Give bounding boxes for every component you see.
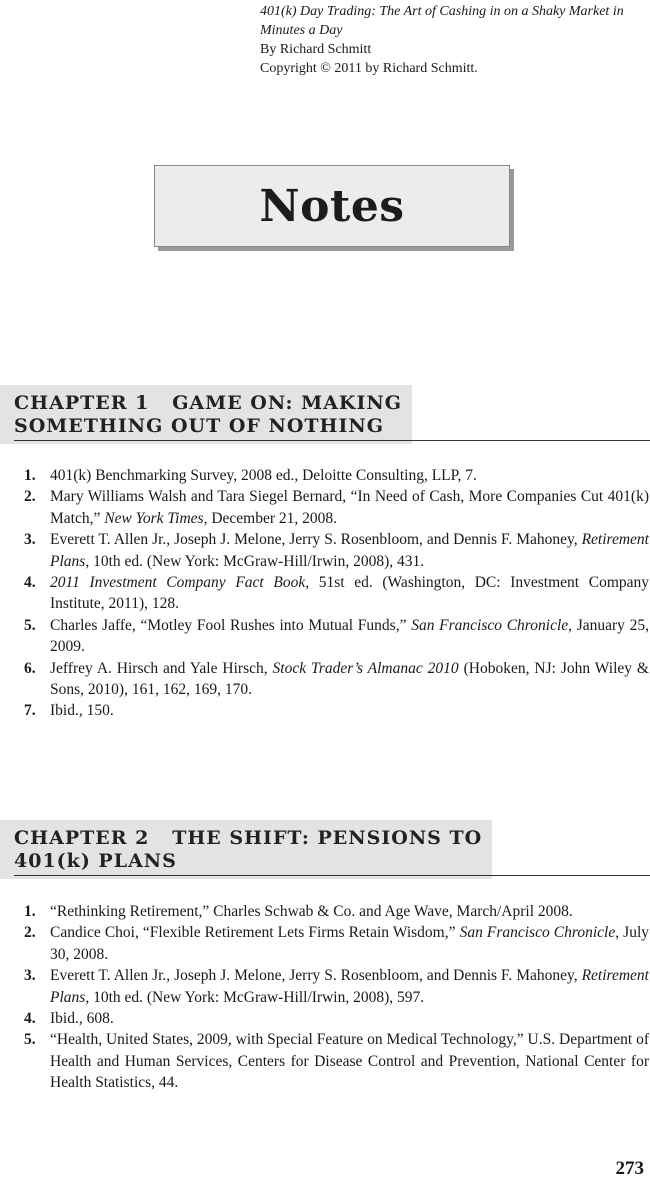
note-number: 2. (24, 924, 36, 942)
note-number: 4. (24, 1010, 36, 1028)
note-text: , December 21, 2008. (203, 509, 338, 527)
note-number: 7. (24, 702, 36, 720)
note-item (14, 1008, 649, 1029)
note-item (14, 965, 649, 1008)
note-number: 4. (24, 574, 36, 592)
note-italic-text: New York Times (104, 509, 204, 527)
note-number: 3. (24, 531, 36, 549)
note-text: Mary Williams Walsh and Tara Siegel Bernard, “In Need of Cash, More Companies Cut 401(k) Match,” (50, 488, 649, 527)
note-text: “Health, United States, 2009, with Special Feature on Medical Technology,” U.S. Department of Health and Human Services, Centers for Disease Control and Prevention, National Center for Health Statistics, 44. (50, 1031, 649, 1092)
page-number: 273 (615, 1158, 644, 1179)
note-text: Ibid., 608. (50, 1010, 114, 1028)
note-italic-text: San Francisco Chronicle (411, 616, 569, 634)
note-item (14, 1029, 649, 1093)
note-number: 1. (24, 903, 36, 920)
chapter-1-rule (14, 440, 650, 441)
note-text: , January 25, 2009. (50, 616, 650, 656)
note-item (14, 465, 649, 486)
note-text: Candice Choi, “Flexible Retirement Lets Firms Retain Wisdom,” (50, 924, 460, 942)
note-text: , July 30, 2008. (50, 924, 649, 963)
note-item (14, 901, 649, 922)
note-item (14, 486, 649, 529)
note-italic-text: 2011 Investment Company Fact Book (50, 574, 306, 592)
book-title: 401(k) Day Trading: The Art of Cashing in on a Shaky Market in Minutes a Day (260, 4, 624, 38)
note-text: Everett T. Allen Jr., Joseph J. Melone, Jerry S. Rosenbloom, and Dennis F. Mahoney, (50, 967, 582, 985)
chapter-2-rule (14, 875, 650, 876)
note-item (14, 529, 649, 572)
chapter-2-heading-line1: CHAPTER 2 THE SHIFT: PENSIONS TO (14, 827, 483, 849)
note-italic-text: San Francisco Chronicle (459, 924, 616, 942)
copyright-line: Copyright © 2011 by Richard Schmitt. (260, 61, 478, 76)
note-text: , 10th ed. (New York: McGraw-Hill/Irwin, 2008), 431. (85, 552, 425, 570)
chapter-1-heading-line1: CHAPTER 1 GAME ON: MAKING (14, 392, 402, 414)
note-text: Charles Jaffe, “Motley Fool Rushes into Mutual Funds,” (50, 616, 412, 634)
note-italic-text: Retirement Plans (50, 967, 649, 1006)
note-number: 1. (24, 467, 36, 484)
chapter-1-heading (0, 385, 650, 441)
chapter-2-heading-band (0, 820, 492, 879)
note-text: “Rethinking Retirement,” Charles Schwab & Co. and Age Wave, March/April 2008. (50, 903, 573, 920)
note-number: 2. (24, 488, 36, 506)
note-italic-text: Retirement Plans (50, 531, 649, 570)
note-text: Everett T. Allen Jr., Joseph J. Melone, Jerry S. Rosenbloom, and Dennis F. Mahoney, (50, 531, 582, 549)
note-item (14, 922, 649, 965)
chapter-2-notes (14, 901, 649, 1094)
note-text: 401(k) Benchmarking Survey, 2008 ed., Deloitte Consulting, LLP, 7. (50, 467, 477, 484)
note-text: , 51st ed. (Washington, DC: Investment Company Institute, 2011), 128. (50, 574, 649, 613)
note-text: , 10th ed. (New York: McGraw-Hill/Irwin, 2008), 597. (85, 988, 425, 1006)
page-title-box (154, 165, 510, 247)
note-number: 6. (24, 659, 36, 677)
author-line: By Richard Schmitt (260, 42, 372, 57)
chapter-1-heading-line2: SOMETHING OUT OF NOTHING (14, 415, 384, 437)
page-title: Notes (259, 180, 405, 232)
note-number: 5. (24, 616, 36, 634)
note-text: (Hoboken, NJ: John Wiley & Sons, 2010), 161, 162, 169, 170. (50, 659, 649, 699)
chapter-1-notes (14, 465, 649, 722)
chapter-2-heading (0, 820, 650, 876)
chapter-2-heading-line2: 401(k) PLANS (14, 850, 177, 872)
note-number: 5. (24, 1031, 36, 1049)
note-number: 3. (24, 967, 36, 985)
note-item (14, 572, 649, 615)
note-text: Jeffrey A. Hirsch and Yale Hirsch, (50, 659, 273, 677)
running-header (260, 2, 650, 78)
note-item (14, 615, 649, 658)
note-item (14, 700, 649, 721)
chapter-1-heading-band (0, 385, 412, 444)
note-item (14, 658, 649, 701)
note-italic-text: Stock Trader’s Almanac 2010 (272, 659, 459, 677)
note-text: Ibid., 150. (50, 702, 114, 720)
